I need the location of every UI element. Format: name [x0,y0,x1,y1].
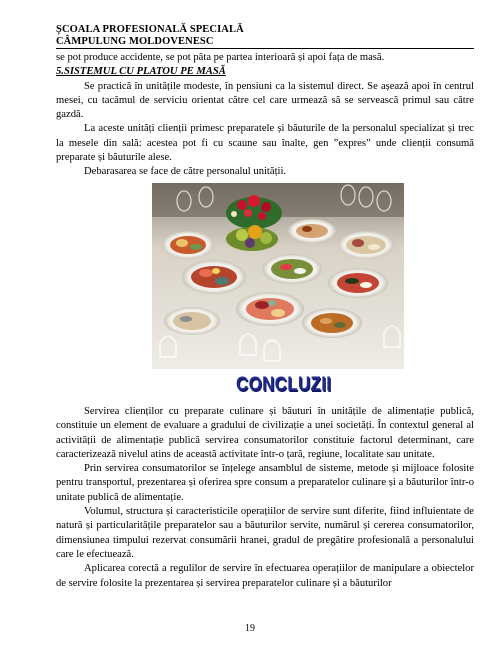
conclusion-title: CONCLUZII [236,373,332,396]
top-text-section [56,51,474,180]
header-town-name: CÂMPULUNG MOLDOVENESC [56,35,214,47]
header-school-name: ȘCOALA PROFESIONALĂ SPECIALĂ [56,24,244,35]
paragraph: Debarasarea se face de către personalul unității. [84,166,287,178]
paragraph: Servirea clienților cu preparate culinare și băuturi în unitățile de alimentație publică, constituie un element de evaluare a gradului de civilizație a unei societăți. În contextul general al activității de alimentație publică servirea consumatorilor constituie factorul determinant, care caracterizează nivelul atins de această activitate într-o țară, regiune, localitate sau unitate. [56,406,474,460]
header-divider [56,48,474,49]
paragraph: La aceste unități clienții primesc preparatele și băuturile de la personalul specializat și trec la mesele din sală: acestea pot fi cu scaune sau înalte, gen ”expres” unde clienții consumă preparate și băuturile alese. [56,123,474,164]
conclusion-text-section [56,405,474,591]
paragraph: Aplicarea corectă a regulilor de servire în efectuarea operațiilor de manipulare a obiectelor de servire folosite la prezentarea și servirea preparatelor culinare și a băuturilor [56,563,474,589]
page-header [56,24,476,47]
paragraph: Volumul, structura și caracteristicile operațiilor de servire sunt diferite, fiind influientate de natură și particularitățile preparatelor sau a băuturilor servite, numărul și cererea consumatorilor, dimensiunea timpului rezervat consumării hranei, gradul de pregătire profesională a personalului care le efectuează. [56,506,474,560]
paragraph: Se practică în unitățile modeste, în pensiuni ca la sistemul direct. Se așează apoi în centrul mesei, cu tacâmul de serviciu orientat către cel care urmează să se servească primul sau către gazdă. [56,80,474,121]
section-heading: 5.SISTEMUL CU PLATOU PE MASĂ [56,66,226,78]
page-number: 19 [245,623,255,634]
paragraph: Prin servirea consumatorilor se înțelege ansamblul de sisteme, metode și mijloace folosite pentru transportul, prezentarea și oferirea spre consum a preparatelor culinare și a băuturilor într-o unitate publică de alimentație. [56,463,474,503]
continuation-text: se pot produce accidente, se pot păta pe partea interioară și apoi fața de masă. [56,52,385,63]
buffet-table-photo [152,183,404,369]
